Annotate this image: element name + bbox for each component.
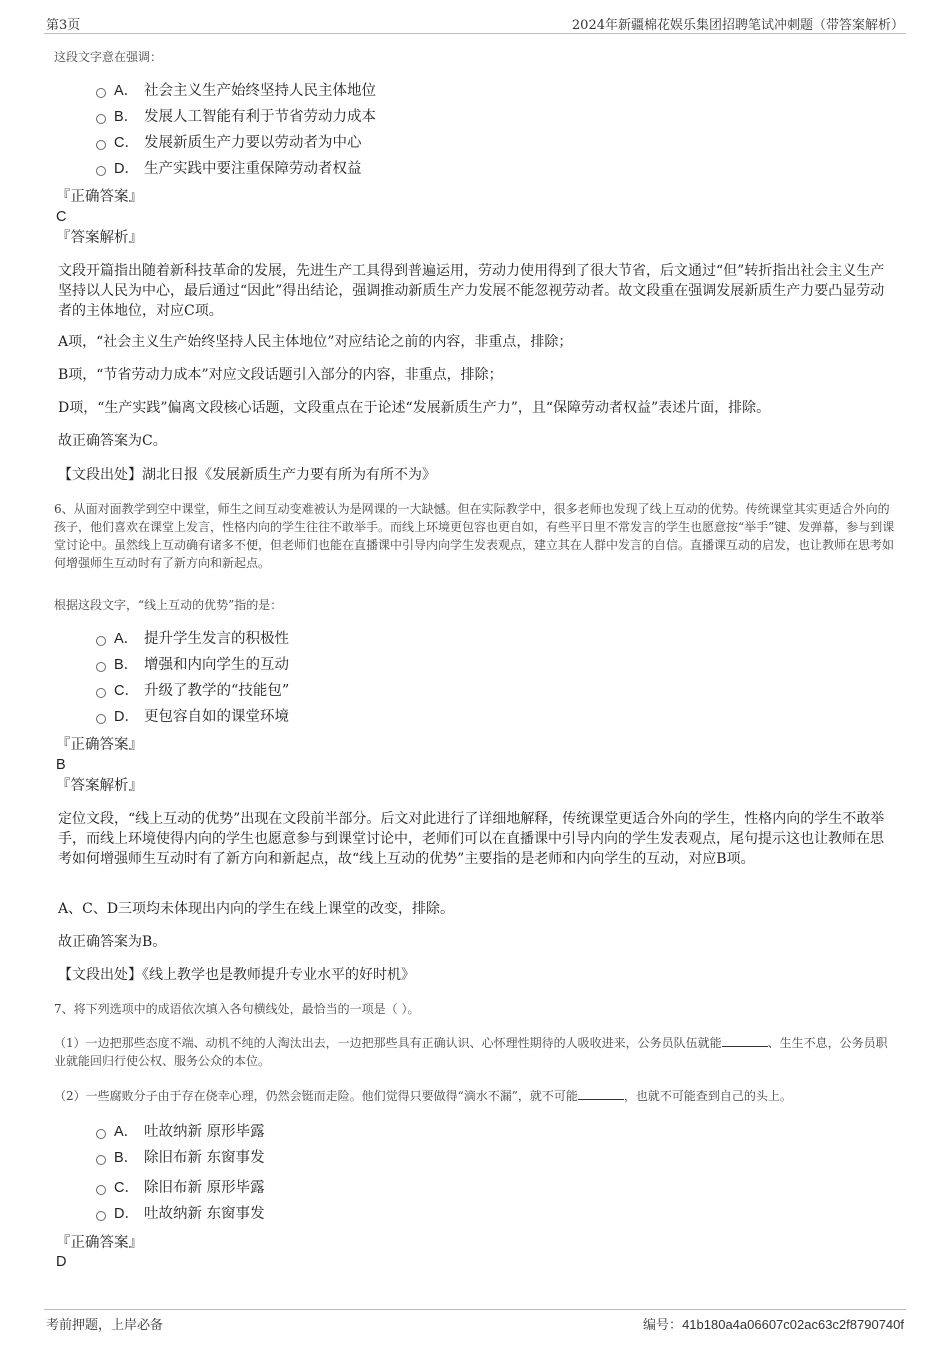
document-code: 编号：41b180a4a06607c02ac63c2f8790740f [643,1317,904,1333]
q6-conclusion: 故正确答案为B。 [58,934,167,950]
q6-source: 【文段出处】《线上教学也是教师提升专业水平的好时机》 [58,967,415,983]
footer-slogan: 考前押题，上岸必备 [46,1318,164,1333]
q5-option-d[interactable]: D． 生产实践中要注重保障劳动者权益 [96,159,362,179]
radio-icon[interactable] [96,1129,106,1139]
q6-analysis-label: 『答案解析』 [56,778,143,794]
radio-icon[interactable] [96,114,106,124]
radio-icon[interactable] [96,1155,106,1165]
q6-option-c[interactable]: C． 升级了教学的“技能包” [96,681,289,701]
blank-1 [722,1034,768,1047]
q6-stem: 根据这段文字，“线上互动的优势”指的是： [54,598,283,612]
footer-divider [44,1309,906,1310]
q5-analysis-d: D项，“生产实践”偏离文段核心话题，文段重点在于论述“发展新质生产力”，且“保障劳动者权益”表述片面，排除。 [58,400,771,416]
q6-option-a[interactable]: A． 提升学生发言的积极性 [96,629,289,649]
q5-analysis-label: 『答案解析』 [56,230,143,246]
page-number: 第3页 [46,18,81,33]
q7-answer-label: 『正确答案』 [56,1235,143,1251]
q7-stem: 7、将下列选项中的成语依次填入各句横线处，最恰当的一项是（ ）。 [54,1002,420,1016]
radio-icon[interactable] [96,140,106,150]
q5-option-c[interactable]: C． 发展新质生产力要以劳动者为中心 [96,133,362,153]
blank-2 [578,1087,624,1100]
q6-answer: B [56,757,66,773]
radio-icon[interactable] [96,166,106,176]
q5-analysis-a: A项，“社会主义生产始终坚持人民主体地位”对应结论之前的内容，非重点，排除； [58,334,573,350]
radio-icon[interactable] [96,636,106,646]
q7-sentence-2: （2）一些腐败分子由于存在侥幸心理，仍然会铤而走险。他们觉得只要做得“滴水不漏”，就不可能 ，也就不可能查到自己的头上。 [54,1089,792,1103]
q5-analysis-b: B项，“节省劳动力成本”对应文段话题引入部分的内容，非重点，排除； [58,367,503,383]
q5-option-b[interactable]: B． 发展人工智能有利于节省劳动力成本 [96,107,376,127]
q7-option-a[interactable]: A． 吐故纳新 原形毕露 [96,1122,265,1142]
q5-conclusion: 故正确答案为C。 [58,433,167,449]
q6-analysis-paragraph: 定位文段，“线上互动的优势”出现在文段前半部分。后文对此进行了详细地解释，传统课堂更适合外向的学生，性格内向的学生不敢举手，而线上环境使得内向的学生也愿意参与到课堂讨论中，老师们可以在直播课中引导内向的学生发表观点，尾句提示这也让教师在思考如何增强师生互动时有了新方向和新起点，故“线上互动的优势”主要指的是老师和内向学生的互动，对应B项。 [58,811,885,867]
q5-stem: 这段文字意在强调： [54,50,163,64]
q5-source: 【文段出处】湖北日报《发展新质生产力要有所为有所不为》 [58,467,436,483]
q7-sentence-1: （1）一边把那些态度不端、动机不纯的人淘汰出去，一边把那些具有正确认识、心怀理性期待的人吸收进来，公务员队伍就能 、生生不息，公务员职业就能回归行使公权、服务公众的本位。 [54,1036,888,1068]
q5-answer: C [56,209,67,225]
q6-answer-label: 『正确答案』 [56,737,143,753]
radio-icon[interactable] [96,688,106,698]
q6-analysis-acd: A、C、D三项均未体现出内向的学生在线上课堂的改变，排除。 [58,901,455,917]
radio-icon[interactable] [96,88,106,98]
radio-icon[interactable] [96,1185,106,1195]
q5-option-a[interactable]: A． 社会主义生产始终坚持人民主体地位 [96,81,376,101]
radio-icon[interactable] [96,714,106,724]
q6-option-b[interactable]: B． 增强和内向学生的互动 [96,655,289,675]
q5-analysis-paragraph: 文段开篇指出随着新科技革命的发展，先进生产工具得到普遍运用，劳动力使用得到了很大节省，后文通过“但”转折指出社会主义生产坚持以人民为中心，最后通过“因此”得出结论，强调推动新质生产力发展不能忽视劳动者。故文段重在强调发展新质生产力要凸显劳动者的主体地位，对应C项。 [58,263,885,319]
q6-passage: 6、从面对面教学到空中课堂，师生之间互动变难被认为是网课的一大缺憾。但在实际教学中，很多老师也发现了线上互动的优势。传统课堂其实更适合外向的孩子，他们喜欢在课堂上发言，性格内向的学生往往不敢举手。而线上环境更包容也更自如，有些平日里不常发言的学生也愿意按“举手”键、发弹幕，参与到课堂讨论中。虽然线上互动确有诸多不便，但老师们也能在直播课中引导内向学生发表观点，建立其在人群中发言的自信。直播课互动的启发，也让教师在思考如何增强师生互动时有了新方向和新起点。 [54,502,895,570]
document-title: 2024年新疆棉花娱乐集团招聘笔试冲刺题（带答案解析） [571,18,904,33]
q7-option-b[interactable]: B． 除旧布新 东窗事发 [96,1148,265,1168]
q5-answer-label: 『正确答案』 [56,189,143,205]
radio-icon[interactable] [96,1211,106,1221]
q7-option-c[interactable]: C． 除旧布新 原形毕露 [96,1178,265,1198]
radio-icon[interactable] [96,662,106,672]
q7-answer: D [56,1254,67,1270]
q7-option-d[interactable]: D． 吐故纳新 东窗事发 [96,1204,265,1224]
header-divider [44,33,906,34]
q6-option-d[interactable]: D． 更包容自如的课堂环境 [96,707,289,727]
